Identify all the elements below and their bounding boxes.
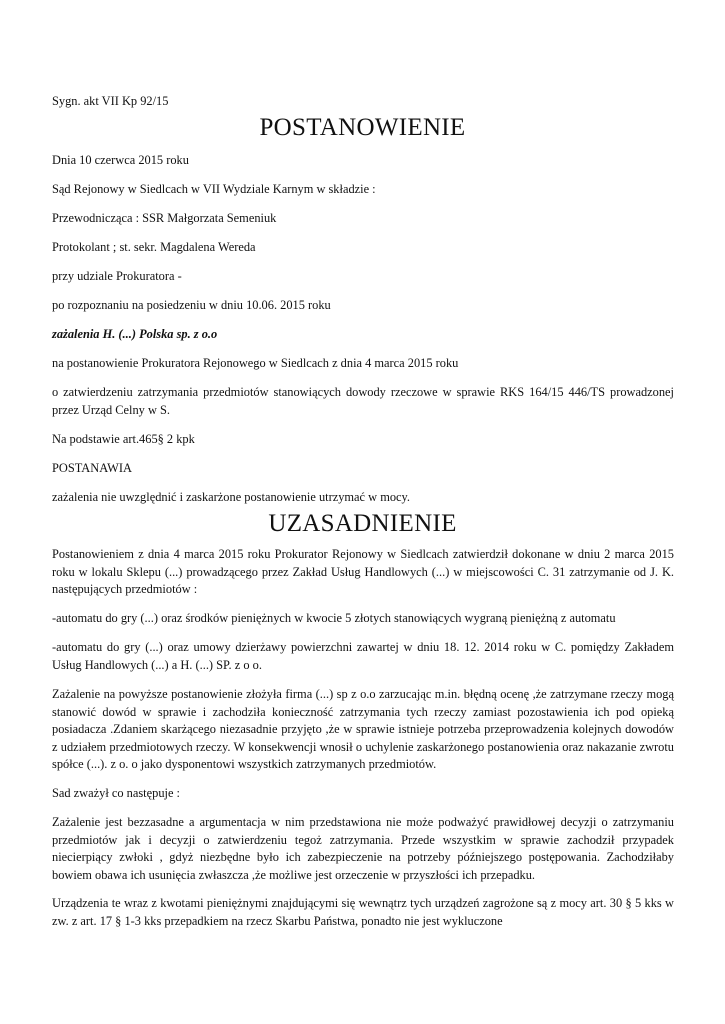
justification-item-1: -automatu do gry (...) oraz środków pieniężnych w kwocie 5 złotych stanowiących wygraną pieniężną z automatu: [52, 611, 616, 625]
document-title: POSTANOWIENIE: [259, 114, 466, 141]
presiding-judge: Przewodnicząca : SSR Małgorzata Semeniuk: [52, 211, 277, 225]
justification-paragraph-2: Zażalenie na powyższe postanowienie złożyła firma (...) sp z o.o zarzucając m.in. błędną ocenę ,że zatrzymane rzeczy mogą stanowić dowód w sprawie i zachodziła konieczność zatrzymania tych rzeczy zamiast pozostawienia ich pod opieką posiadacza .Zdaniem skarżącego niezasadnie przyjęto ,że w sprawie istnieje potrzeba przeprowadzenia kolejnych dowodów z udziałem przedmiotowych rzeczy. W konsekwencji wnosił o uchylenie zaskarżonego postanowienia oraz nakazanie zwrotu spółce (...). z o. o jako dysponentowi wszystkich zatrzymanych przedmiotów.: [52, 687, 674, 771]
ruling: zażalenia nie uwzględnić i zaskarżone postanowienie utrzymać w mocy.: [52, 490, 411, 504]
court-considered-line: Sad zważył co następuje :: [52, 786, 180, 800]
legal-basis: Na podstawie art.465§ 2 kpk: [52, 432, 195, 446]
hearing-line: po rozpoznaniu na posiedzeniu w dniu 10.06. 2015 roku: [52, 298, 331, 312]
recorder: Protokolant ; st. sekr. Magdalena Wereda: [52, 240, 256, 254]
ruling-word: POSTANAWIA: [52, 461, 132, 475]
justification-item-2: -automatu do gry (...) oraz umowy dzierżawy powierzchni zawartej w dniu 18. 12. 2014 roku w C. pomiędzy Zakładem Usług Handlowych (...) a H. (...) SP. z o o.: [52, 640, 674, 672]
justification-title: UZASADNIENIE: [268, 510, 457, 537]
prosecutor-line: przy udziale Prokuratora -: [52, 269, 182, 283]
justification-paragraph-4: Urządzenia te wraz z kwotami pieniężnymi znajdującymi się wewnątrz tych urządzeń zagrożone są z mocy art. 30 § 5 kks w zw. z art. 17 § 1-3 kks przepadkiem na rzecz Skarbu Państwa, ponadto nie jest wykluczone: [52, 896, 674, 928]
justification-paragraph-3: Zażalenie jest bezzasadne a argumentacja w nim przedstawiona nie może podważyć prawidłowej decyzji o zatrzymaniu przedmiotów jak i decyzji o zatwierdzeniu tegoż zatrzymania. Przede wszystkim w sprawie zachodził przypadek niecierpiący zwłoki , gdyż niezbędne było ich zabezpieczenie na potrzeby późniejszego postępowania. Zachodziłaby bowiem obawa ich usunięcia zwłaszcza ,że możliwe jest orzeczenie w przyszłości ich przepadku.: [52, 815, 674, 882]
date-line: Dnia 10 czerwca 2015 roku: [52, 153, 189, 167]
case-signature: Sygn. akt VII Kp 92/15: [52, 94, 169, 108]
justification-paragraph-1: Postanowieniem z dnia 4 marca 2015 roku Prokurator Rejonowy w Siedlcach zatwierdził dokonane w dniu 2 marca 2015 roku w lokalu Sklepu (...) prowadzącego przez Zakład Usług Handlowych (...) w miejscowości C. 31 zatrzymanie od J. K. następujących przedmiotów :: [52, 547, 674, 596]
court-line: Sąd Rejonowy w Siedlcach w VII Wydziale Karnym w składzie :: [52, 182, 376, 196]
decision-reference: na postanowienie Prokuratora Rejonowego w Siedlcach z dnia 4 marca 2015 roku: [52, 356, 459, 370]
complaint-line: zażalenia H. (...) Polska sp. z o.o: [52, 327, 218, 341]
case-subject: o zatwierdzeniu zatrzymania przedmiotów stanowiących dowody rzeczowe w sprawie RKS 164/15 446/TS prowadzonej przez Urząd Celny w S.: [52, 385, 674, 417]
